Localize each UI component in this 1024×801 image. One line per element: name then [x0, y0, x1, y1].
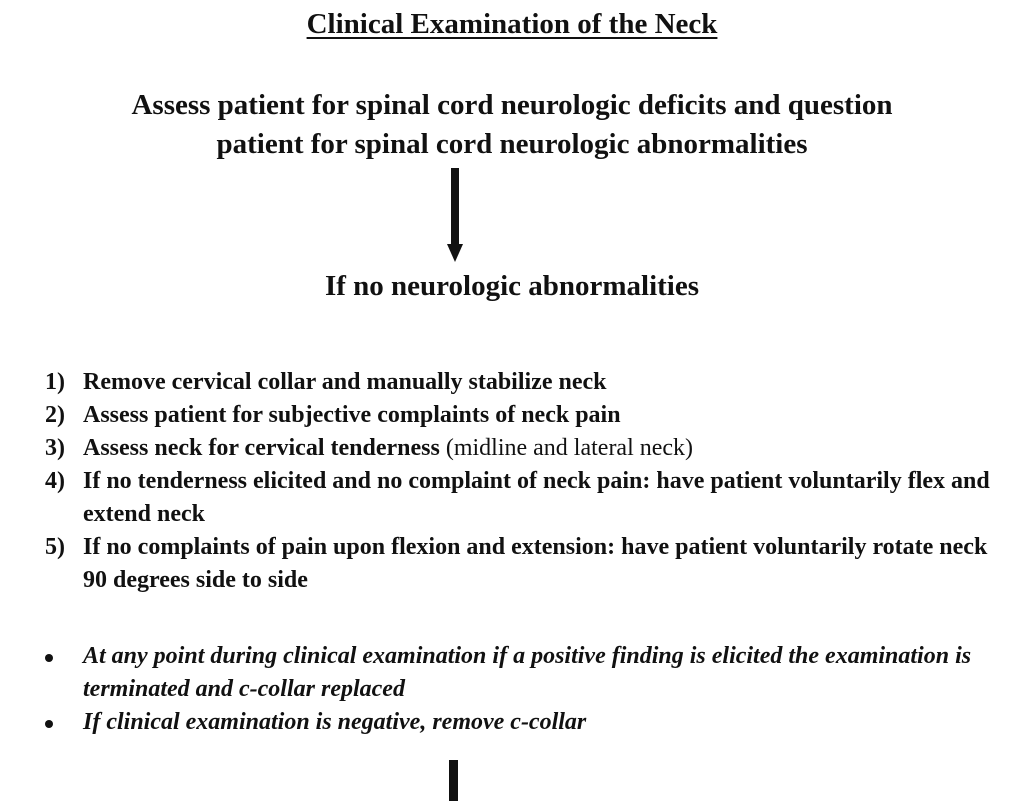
list-item [45, 366, 1005, 399]
continuation-arrow-icon [449, 760, 458, 801]
assess-box [0, 86, 1024, 164]
step-text: Assess neck for cervical tenderness [83, 435, 440, 461]
step-text: If no tenderness elicited and no complaint of neck pain: have patient voluntarily flex and extend neck [83, 468, 990, 527]
condition-heading: If no neurologic abnormalities [324, 270, 700, 302]
note-text: If clinical examination is negative, remove c-collar [83, 709, 587, 735]
list-item [45, 640, 1010, 706]
list-item [45, 531, 1005, 597]
step-number: 3) [45, 435, 65, 461]
list-item [45, 399, 1005, 432]
assess-line-2: patient for spinal cord neurologic abnormalities [216, 128, 808, 160]
list-item [45, 706, 1010, 739]
step-text: Assess patient for subjective complaints of neck pain [83, 402, 621, 428]
step-number: 4) [45, 468, 65, 494]
list-item [45, 432, 1005, 465]
list-item [45, 465, 1005, 531]
down-arrow-icon [447, 168, 463, 262]
steps-list [45, 366, 1005, 597]
bullet-icon [45, 654, 53, 662]
step-text: If no complaints of pain upon flexion and extension: have patient voluntarily rotate neck 90 degrees side to side [83, 534, 988, 593]
page-title: Clinical Examination of the Neck [306, 8, 718, 40]
step-text: Remove cervical collar and manually stabilize neck [83, 369, 607, 395]
step-note: (midline and lateral neck) [445, 435, 694, 461]
note-text: At any point during clinical examination if a positive finding is elicited the examination is terminated and c-collar replaced [83, 643, 972, 702]
bullet-icon [45, 720, 53, 728]
step-number: 2) [45, 402, 65, 428]
step-number: 1) [45, 369, 65, 395]
assess-line-1: Assess patient for spinal cord neurologic deficits and question [131, 89, 893, 121]
step-number: 5) [45, 534, 65, 560]
notes-list [45, 640, 1010, 739]
